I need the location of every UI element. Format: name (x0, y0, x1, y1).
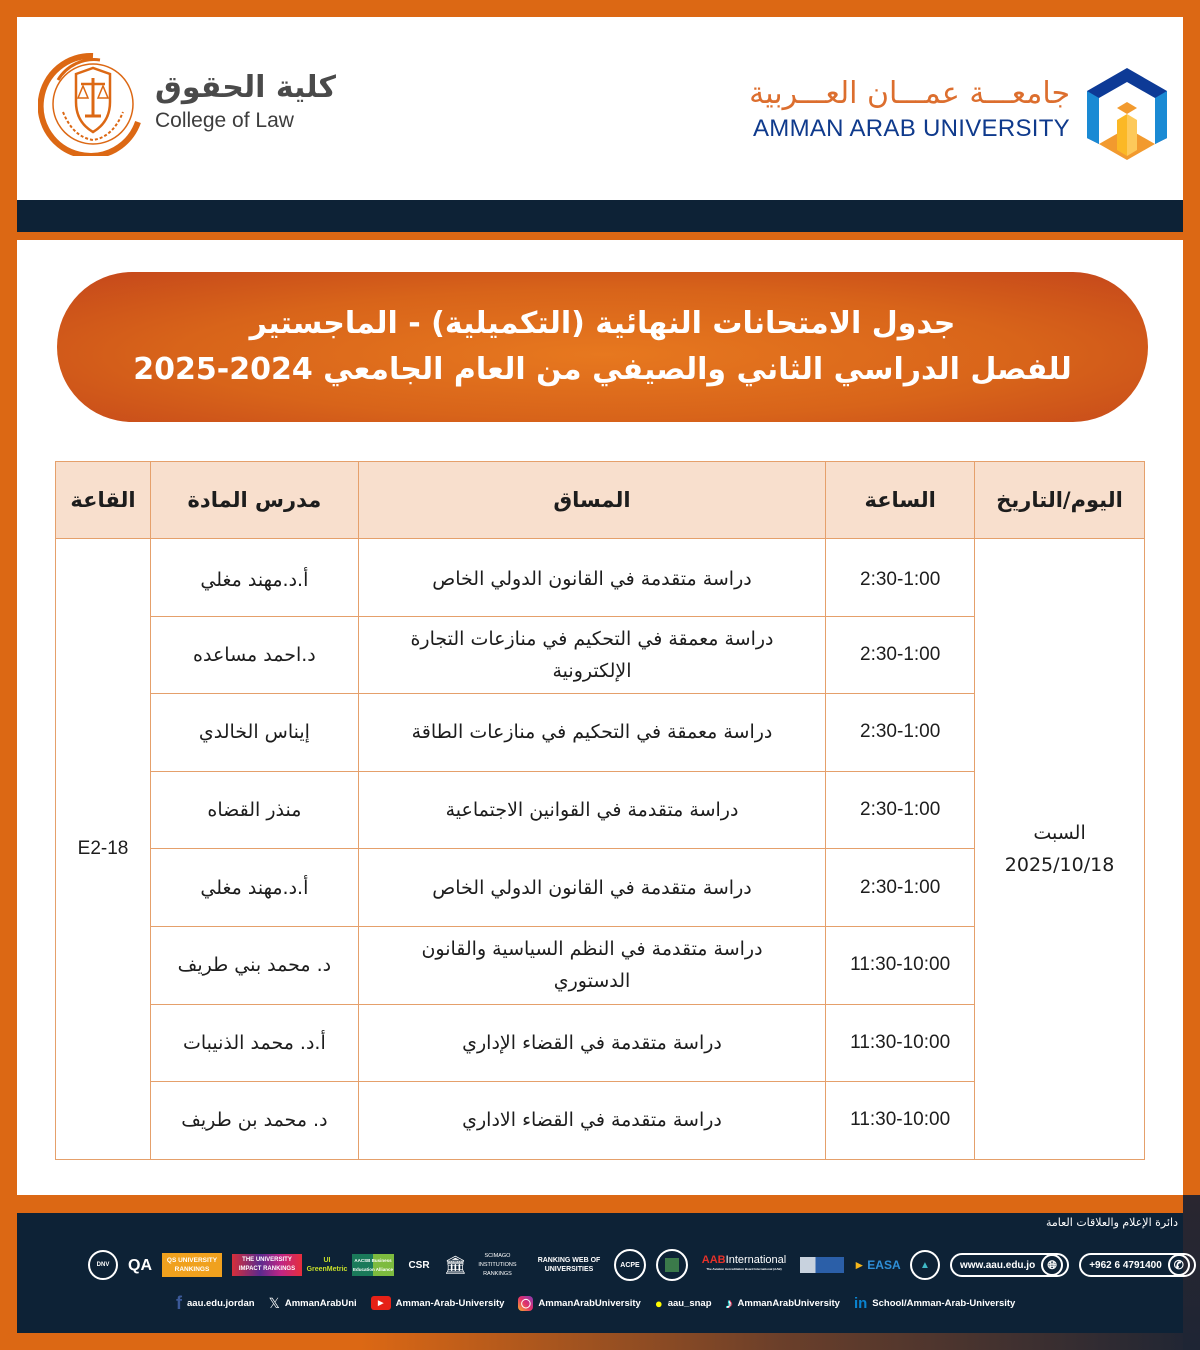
qa-logo-icon: QA (128, 1256, 152, 1274)
title-line-2: للفصل الدراسي الثاني والصيفي من العام الجامعي 2024-2025 (133, 352, 1072, 387)
header-date: اليوم/التاريخ (975, 462, 1145, 539)
time-cell: 2:30-1:00 (826, 694, 975, 772)
header-time: الساعة (826, 462, 975, 539)
time-cell: 2:30-1:00 (826, 849, 975, 927)
globe-icon: 🌐︎ (1041, 1254, 1063, 1276)
teacher-cell: د. محمد بني طريف (151, 926, 359, 1004)
phone-icon: ✆ (1168, 1254, 1190, 1276)
course-cell: دراسة معمقة في التحكيم في منازعات التجارة الإلكترونية (358, 616, 825, 694)
table-row (56, 539, 1145, 617)
scimago-logo-icon: 🏛︎ SCIMAGO INSTITUTIONS RANKINGS (444, 1252, 517, 1277)
ui-greenmetric-logo-icon: UI GreenMetric (306, 1257, 348, 1273)
course-cell: دراسة متقدمة في القوانين الاجتماعية (358, 771, 825, 849)
time-cell: 2:30-1:00 (826, 539, 975, 617)
csr-logo-icon: CSR (408, 1259, 430, 1271)
date-cell (975, 539, 1145, 1160)
acpe-logo-icon: ACPE (614, 1249, 646, 1281)
youtube-link[interactable]: ▶ Amman-Arab-University (371, 1296, 505, 1310)
course-cell: دراسة متقدمة في القانون الدولي الخاص (358, 849, 825, 927)
course-cell: دراسة متقدمة في النظم السياسية والقانون الدستوري (358, 926, 825, 1004)
instagram-link[interactable]: ◯ AmmanArabUniversity (518, 1296, 640, 1311)
teacher-cell: منذر القضاه (151, 771, 359, 849)
linkedin-link[interactable]: in School/Amman-Arab-University (853, 1294, 1016, 1312)
course-cell: دراسة متقدمة في القانون الدولي الخاص (358, 539, 825, 617)
linkedin-icon: in (853, 1294, 868, 1312)
building-icon: 🏛︎ (444, 1254, 467, 1275)
time-cell: 11:30-10:00 (826, 1082, 975, 1160)
room-cell: E2-18 (56, 539, 151, 1160)
instagram-icon: ◯ (518, 1296, 533, 1311)
header-teacher: مدرس المادة (151, 462, 359, 539)
snapchat-link[interactable]: ● aau_snap (654, 1295, 712, 1311)
snapchat-icon: ● (654, 1295, 663, 1311)
university-name-block (700, 74, 1070, 144)
teacher-cell: أ.د.مهند مغلي (151, 849, 359, 927)
teacher-cell: إيناس الخالدي (151, 694, 359, 772)
tiktok-link[interactable]: ♪ AmmanArabUniversity (725, 1295, 840, 1311)
teacher-cell: د. محمد بن طريف (151, 1082, 359, 1160)
course-cell: دراسة متقدمة في القضاء الإداري (358, 1004, 825, 1082)
x-icon: 𝕏 (268, 1294, 280, 1311)
time-cell: 11:30-10:00 (826, 926, 975, 1004)
college-of-law-logo-icon (38, 52, 148, 156)
college-name-block (155, 70, 355, 134)
time-cell: 11:30-10:00 (826, 1004, 975, 1082)
easa-logo-icon: ► EASA (853, 1257, 901, 1272)
phone-link[interactable]: +962 6 4791400 ✆ (1079, 1253, 1196, 1277)
the-impact-rankings-logo-icon: THE UNIVERSITY IMPACT RANKINGS (232, 1254, 302, 1276)
course-cell: دراسة معمقة في التحكيم في منازعات الطاقة (358, 694, 825, 772)
facebook-icon: f (176, 1292, 182, 1313)
amman-arab-university-logo-icon (1085, 66, 1169, 162)
university-name-ar: جامعـــة عمـــان العـــربية (749, 76, 1070, 111)
accreditation-logos (88, 1248, 1196, 1282)
course-cell: دراسة متقدمة في القضاء الاداري (358, 1082, 825, 1160)
x-link[interactable]: 𝕏 AmmanArabUni (268, 1294, 357, 1311)
header-divider-band (17, 200, 1183, 232)
teacher-cell: أ.د. محمد الذنيبات (151, 1004, 359, 1082)
college-name-en: College of Law (155, 109, 294, 132)
title-banner (57, 272, 1148, 422)
ranking-web-logo-icon: RANKING WEB OF UNIVERSITIES (537, 1257, 601, 1273)
table-header-row (56, 462, 1145, 539)
exam-schedule-table (55, 461, 1145, 1160)
website-link[interactable]: www.aau.edu.jo 🌐︎ (950, 1253, 1069, 1277)
college-name-ar: كلية الحقوق (155, 70, 336, 105)
social-links (176, 1293, 1015, 1313)
facebook-link[interactable]: f aau.edu.jordan (176, 1292, 255, 1313)
title-line-1: جدول الامتحانات النهائية (التكميلية) - الماجستير (249, 306, 956, 341)
accreditation-board-logo-icon (800, 1257, 844, 1273)
exam-day: السبت (1033, 821, 1086, 844)
time-cell: 2:30-1:00 (826, 771, 975, 849)
aab-international-logo-icon: AABInternational The Aviation Accreditation Board International (AAB) (701, 1254, 787, 1271)
university-name-en: AMMAN ARAB UNIVERSITY (752, 115, 1070, 142)
teacher-cell: د.احمد مساعده (151, 616, 359, 694)
exam-date: 2025/10/18 (1004, 853, 1115, 876)
islamic-seal-logo-icon (656, 1249, 688, 1281)
tiktok-icon: ♪ (725, 1295, 733, 1311)
aacsb-logo-icon: AACSB Business Education Alliance (352, 1254, 394, 1276)
dnv-logo-icon: DNV (88, 1250, 118, 1280)
time-cell: 2:30-1:00 (826, 616, 975, 694)
header-room: القاعة (56, 462, 151, 539)
youtube-icon: ▶ (371, 1296, 391, 1310)
accreditation-in-progress-logo-icon: ▲ (910, 1250, 940, 1280)
teacher-cell: أ.د.مهند مغلي (151, 539, 359, 617)
header-course: المساق (358, 462, 825, 539)
qs-rankings-logo-icon: QS UNIVERSITY RANKINGS (162, 1253, 222, 1277)
department-label: دائرة الإعلام والعلاقات العامة (1045, 1216, 1178, 1229)
